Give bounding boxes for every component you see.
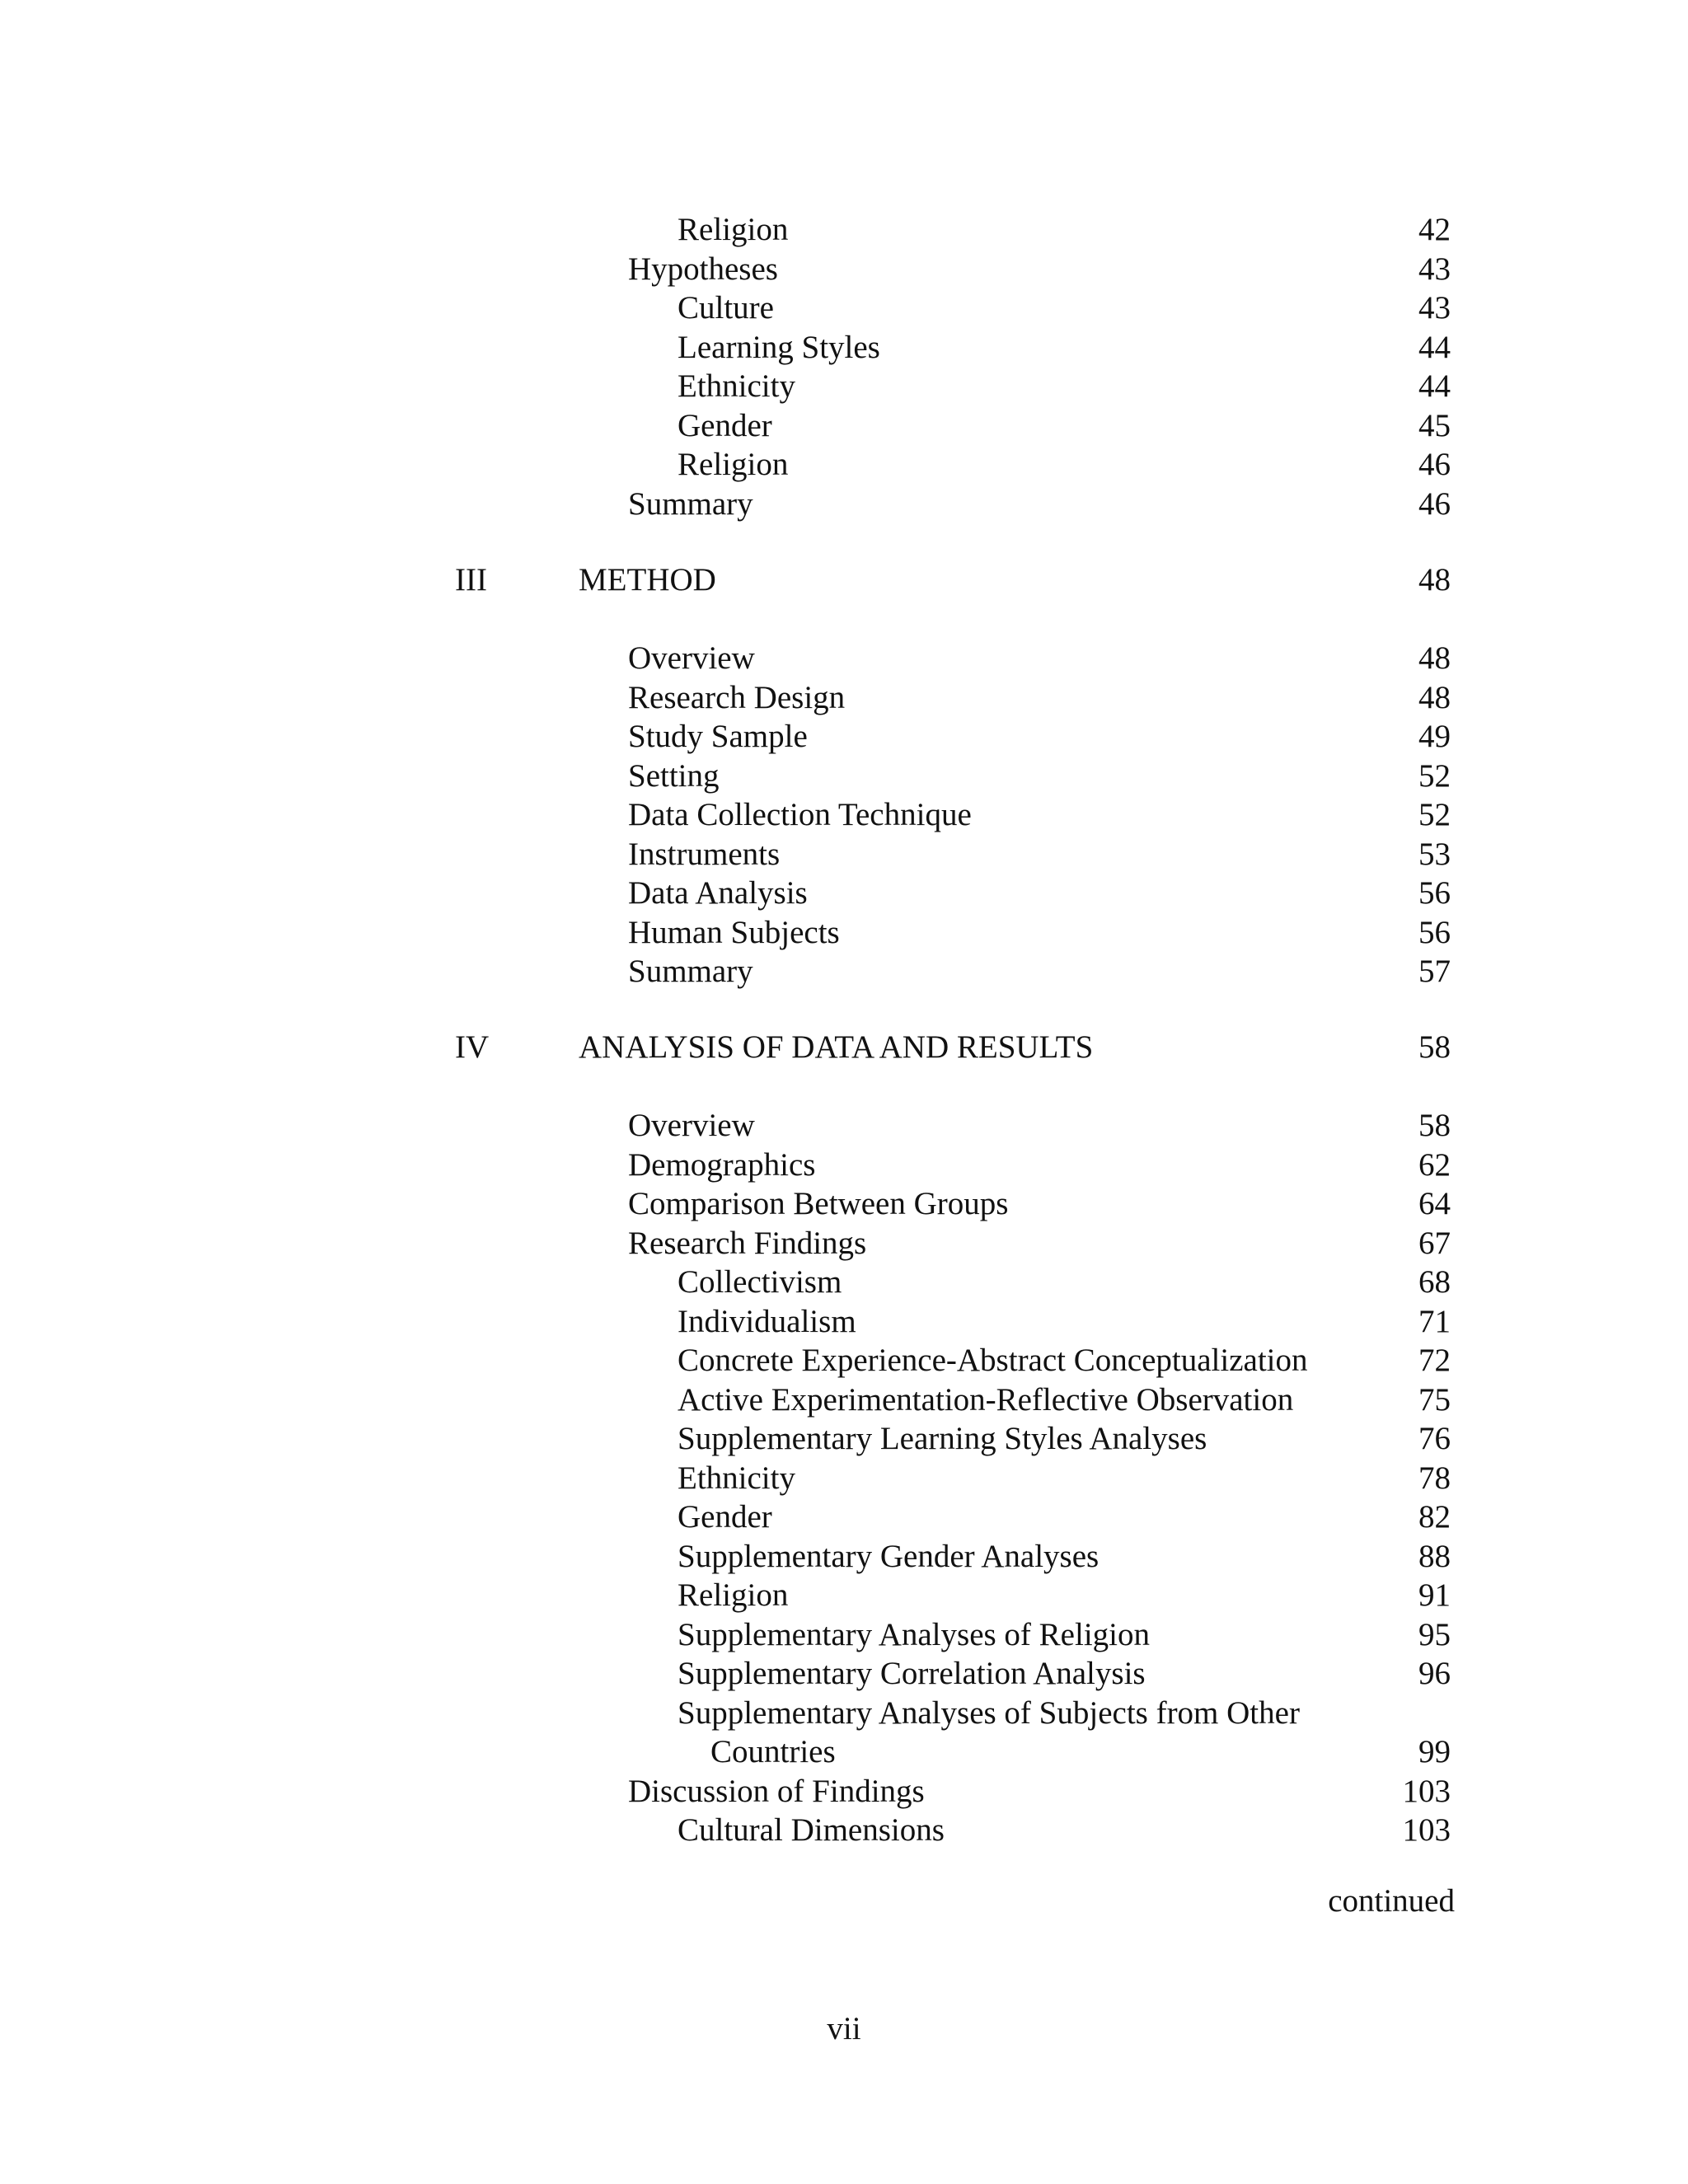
toc-entry-page: 56 xyxy=(1418,915,1451,950)
toc-entry-title: Individualism xyxy=(678,1304,856,1339)
toc-entry-title: Active Experimentation-Reflective Observation xyxy=(678,1382,1294,1418)
toc-entry-page: 42 xyxy=(1418,212,1451,247)
toc-entry-title: Research Design xyxy=(628,680,846,715)
toc-entry-title: Hypotheses xyxy=(628,251,778,287)
toc-entry-page: 68 xyxy=(1418,1264,1451,1300)
toc-entry-title: Religion xyxy=(678,212,789,247)
toc-entry-title: Countries xyxy=(710,1734,836,1769)
toc-entry-page: 43 xyxy=(1418,251,1451,287)
toc-entry-page: 88 xyxy=(1418,1539,1451,1574)
toc-entry-page: 48 xyxy=(1418,640,1451,676)
toc-entry-title: Concrete Experience-Abstract Conceptualization xyxy=(678,1343,1308,1378)
toc-entry-page: 82 xyxy=(1418,1499,1451,1535)
toc-entry-page: 52 xyxy=(1418,758,1451,794)
toc-entry-page: 57 xyxy=(1418,954,1451,989)
toc-entry-page: 46 xyxy=(1418,447,1451,482)
chapter-number: IV xyxy=(455,1029,490,1065)
toc-entry-title: Data Analysis xyxy=(628,875,808,911)
toc-entry-title: Demographics xyxy=(628,1147,816,1183)
toc-entry-page: 43 xyxy=(1418,290,1451,326)
toc-entry-title: Learning Styles xyxy=(678,330,880,365)
toc-entry-page: 53 xyxy=(1418,837,1451,872)
toc-entry-title: Ethnicity xyxy=(678,368,795,404)
toc-entry-title: Cultural Dimensions xyxy=(678,1812,945,1848)
toc-entry-title: Supplementary Analyses of Subjects from Other xyxy=(678,1695,1300,1731)
toc-entry-page: 75 xyxy=(1418,1382,1451,1418)
toc-entry-title: Comparison Between Groups xyxy=(628,1186,1009,1221)
toc-entry-page: 99 xyxy=(1418,1734,1451,1769)
toc-entry-title: Supplementary Correlation Analysis xyxy=(678,1656,1146,1691)
toc-entry-title: Ethnicity xyxy=(678,1460,795,1496)
toc-entry-title: Religion xyxy=(678,447,789,482)
toc-entry-title: Research Findings xyxy=(628,1226,867,1261)
toc-entry-title: Instruments xyxy=(628,837,781,872)
chapter-number: III xyxy=(455,562,487,598)
toc-entry-page: 46 xyxy=(1418,486,1451,522)
toc-entry-page: 52 xyxy=(1418,797,1451,832)
toc-entry-page: 71 xyxy=(1418,1304,1451,1339)
toc-entry-page: 49 xyxy=(1418,719,1451,754)
chapter-title: ANALYSIS OF DATA AND RESULTS xyxy=(579,1029,1094,1065)
toc-entry-title: Gender xyxy=(678,408,772,443)
toc-entry-page: 96 xyxy=(1418,1656,1451,1691)
toc-entry-title: Gender xyxy=(678,1499,772,1535)
toc-entry-title: Supplementary Learning Styles Analyses xyxy=(678,1421,1207,1456)
toc-entry-title: Overview xyxy=(628,1108,755,1143)
toc-entry-title: Human Subjects xyxy=(628,915,840,950)
toc-entry-page: 56 xyxy=(1418,875,1451,911)
toc-entry-title: Supplementary Analyses of Religion xyxy=(678,1617,1151,1652)
toc-entry-page: 45 xyxy=(1418,408,1451,443)
toc-entry-page: 72 xyxy=(1418,1343,1451,1378)
toc-entry-page: 44 xyxy=(1418,330,1451,365)
toc-entry-title: Religion xyxy=(678,1577,789,1613)
toc-entry-page: 62 xyxy=(1418,1147,1451,1183)
toc-entry-page: 103 xyxy=(1402,1774,1451,1809)
toc-entry-title: Setting xyxy=(628,758,720,794)
toc-entry-page: 48 xyxy=(1418,680,1451,715)
toc-entry-title: Collectivism xyxy=(678,1264,842,1300)
chapter-page: 58 xyxy=(1418,1029,1451,1065)
toc-entry-page: 67 xyxy=(1418,1226,1451,1261)
continued-note: continued xyxy=(1328,1883,1455,1919)
toc-entry-page: 58 xyxy=(1418,1108,1451,1143)
toc-entry-title: Overview xyxy=(628,640,755,676)
toc-entry-title: Data Collection Technique xyxy=(628,797,972,832)
toc-entry-title: Discussion of Findings xyxy=(628,1774,925,1809)
toc-entry-page: 103 xyxy=(1402,1812,1451,1848)
toc-entry-title: Culture xyxy=(678,290,774,326)
toc-entry-title: Summary xyxy=(628,954,753,989)
toc-entry-title: Supplementary Gender Analyses xyxy=(678,1539,1100,1574)
toc-entry-title: Study Sample xyxy=(628,719,808,754)
toc-entry-page: 91 xyxy=(1418,1577,1451,1613)
chapter-title: METHOD xyxy=(579,562,716,598)
toc-entry-page: 76 xyxy=(1418,1421,1451,1456)
toc-entry-page: 95 xyxy=(1418,1617,1451,1652)
toc-entry-page: 44 xyxy=(1418,368,1451,404)
page-number: vii xyxy=(827,2011,861,2046)
toc-entry-page: 64 xyxy=(1418,1186,1451,1221)
toc-entry-page: 78 xyxy=(1418,1460,1451,1496)
chapter-page: 48 xyxy=(1418,562,1451,598)
toc-entry-title: Summary xyxy=(628,486,753,522)
